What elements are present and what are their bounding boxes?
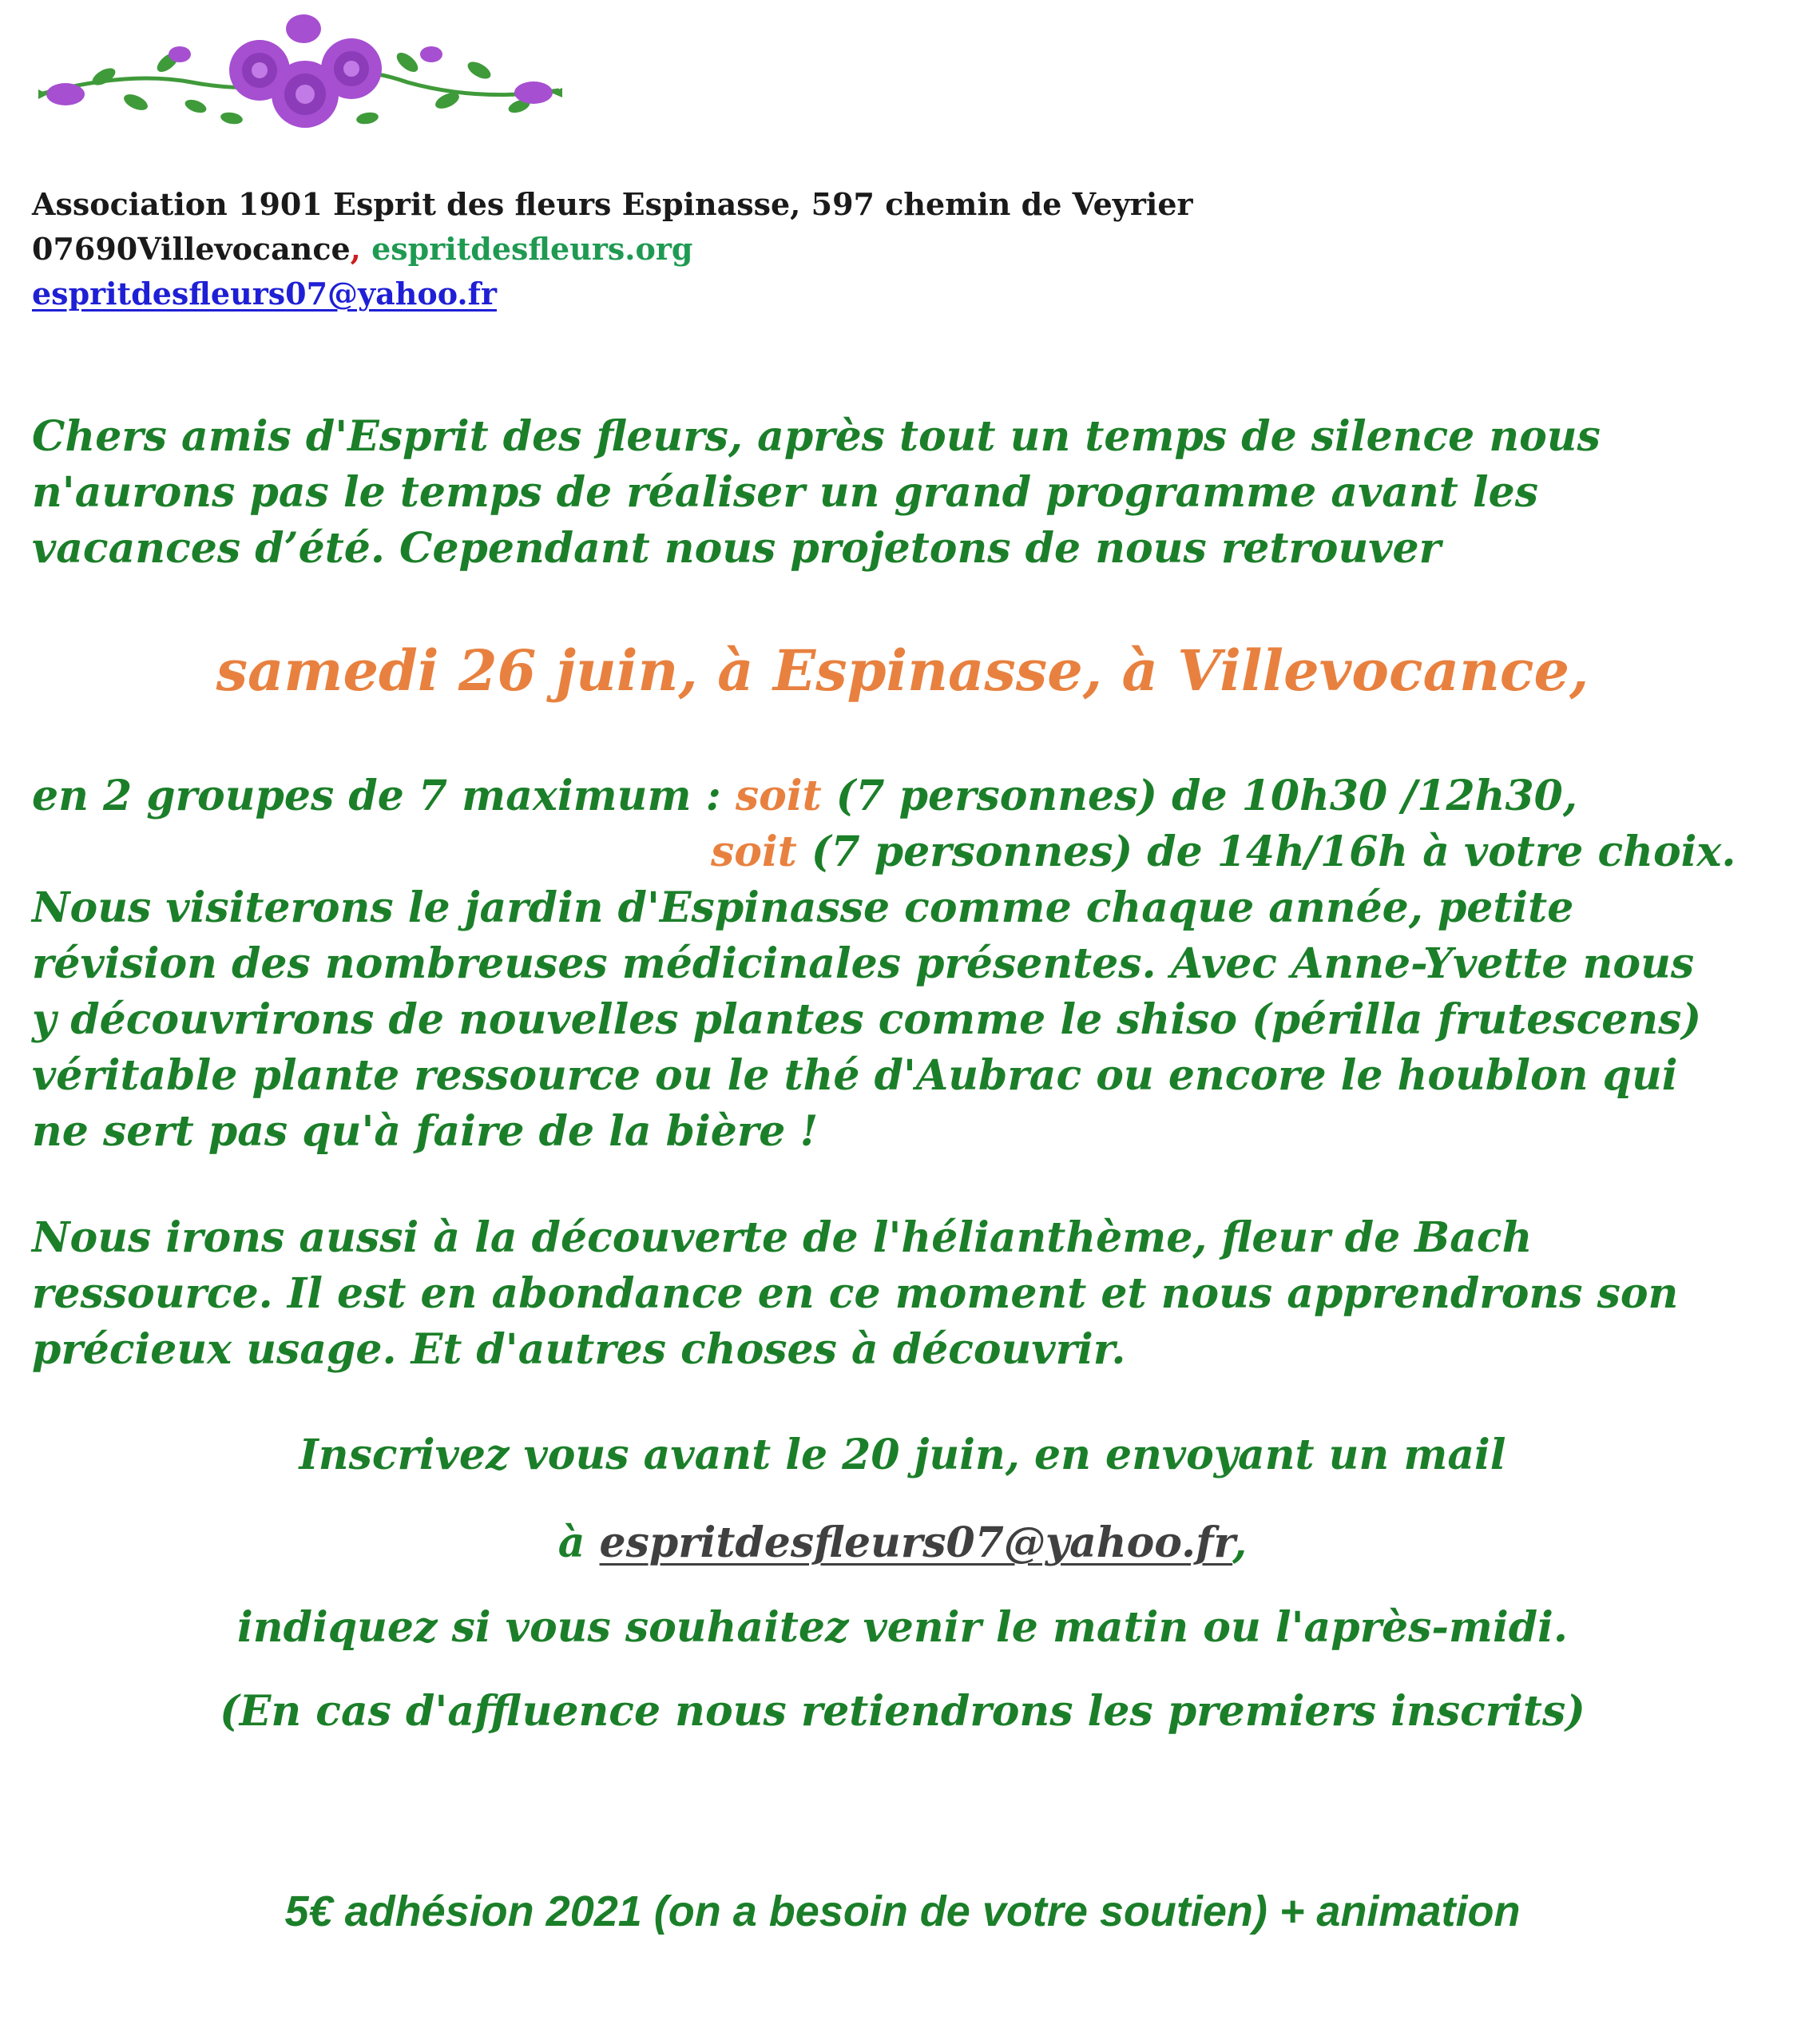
helianthem-line: Nous irons aussi à la découverte de l'hélianthème, fleur de Bach: [32, 1213, 1533, 1262]
groups-prefix: en 2 groupes de 7 maximum :: [32, 772, 736, 820]
address-line-2: [32, 227, 1549, 272]
signup-email-link[interactable]: espritdesfleurs07@yahoo.fr: [599, 1518, 1233, 1567]
visit-line: véritable plante ressource ou le thé d'Aubrac ou encore le houblon qui: [32, 1051, 1678, 1100]
signup-line-2: [0, 1515, 1805, 1571]
groups-line-1: [32, 768, 1736, 824]
membership-fee: 5€ adhésion 2021 (on a besoin de votre soutien) + animation: [284, 1887, 1521, 1935]
association-header: [32, 182, 1549, 316]
address-line-3: [32, 272, 1549, 316]
intro-paragraph: [32, 409, 1601, 577]
visit-line: Nous visiterons le jardin d'Espinasse comme chaque année, petite: [32, 883, 1574, 932]
soit-keyword: soit: [735, 772, 822, 820]
separator-comma: ,: [350, 231, 361, 267]
soit-keyword: soit: [711, 828, 797, 876]
morning-slot: (7 personnes) de 10h30 /12h30,: [821, 772, 1577, 820]
address-line-1: Association 1901 Esprit des fleurs Espinasse, 597 chemin de Veyrier: [32, 186, 1193, 222]
intro-line: vacances d’été. Cependant nous projetons de nous retrouver: [32, 524, 1441, 573]
helianthem-line: ressource. Il est en abondance en ce moment et nous apprendrons son: [32, 1269, 1679, 1318]
visit-line: ne sert pas qu'à faire de la bière !: [32, 1107, 819, 1156]
rose-bud-right: [514, 81, 562, 104]
rose-bud-left: [38, 83, 85, 105]
signup-line-3: indiquez si vous souhaitez venir le matin ou l'après-midi.: [237, 1603, 1568, 1652]
helianthem-line: précieux usage. Et d'autres choses à découvrir.: [32, 1325, 1126, 1374]
website-link[interactable]: espritdesfleurs.org: [360, 231, 693, 267]
visit-line: révision des nombreuses médicinales présentes. Avec Anne-Yvette nous: [32, 939, 1695, 988]
signup-note: (En cas d'affluence nous retiendrons les premiers inscrits): [220, 1687, 1585, 1736]
helianthem-paragraph: [32, 1210, 1678, 1378]
afternoon-slot: (7 personnes) de 14h/16h à votre choix.: [796, 828, 1736, 876]
rose-garland-banner: [32, 6, 567, 134]
intro-line: Chers amis d'Esprit des fleurs, après tout un temps de silence nous: [32, 412, 1601, 461]
visit-line: y découvrirons de nouvelles plantes comme le shiso (périlla frutescens): [32, 995, 1702, 1044]
rose-bud-top: [286, 14, 321, 43]
signup-comma: ,: [1232, 1518, 1248, 1567]
signup-to: à: [557, 1518, 600, 1567]
signup-line-1: Inscrivez vous avant le 20 juin, en envoyant un mail: [299, 1431, 1506, 1479]
groups-paragraph: [32, 768, 1736, 1160]
city-text: 07690Villevocance: [32, 231, 351, 267]
rose-center: [272, 61, 339, 128]
groups-line-2: [32, 824, 1736, 880]
email-link[interactable]: espritdesfleurs07@yahoo.fr: [32, 276, 497, 312]
intro-line: n'aurons pas le temps de réaliser un grand programme avant les: [32, 468, 1539, 517]
event-headline: samedi 26 juin, à Espinasse, à Villevocance,: [216, 637, 1589, 704]
